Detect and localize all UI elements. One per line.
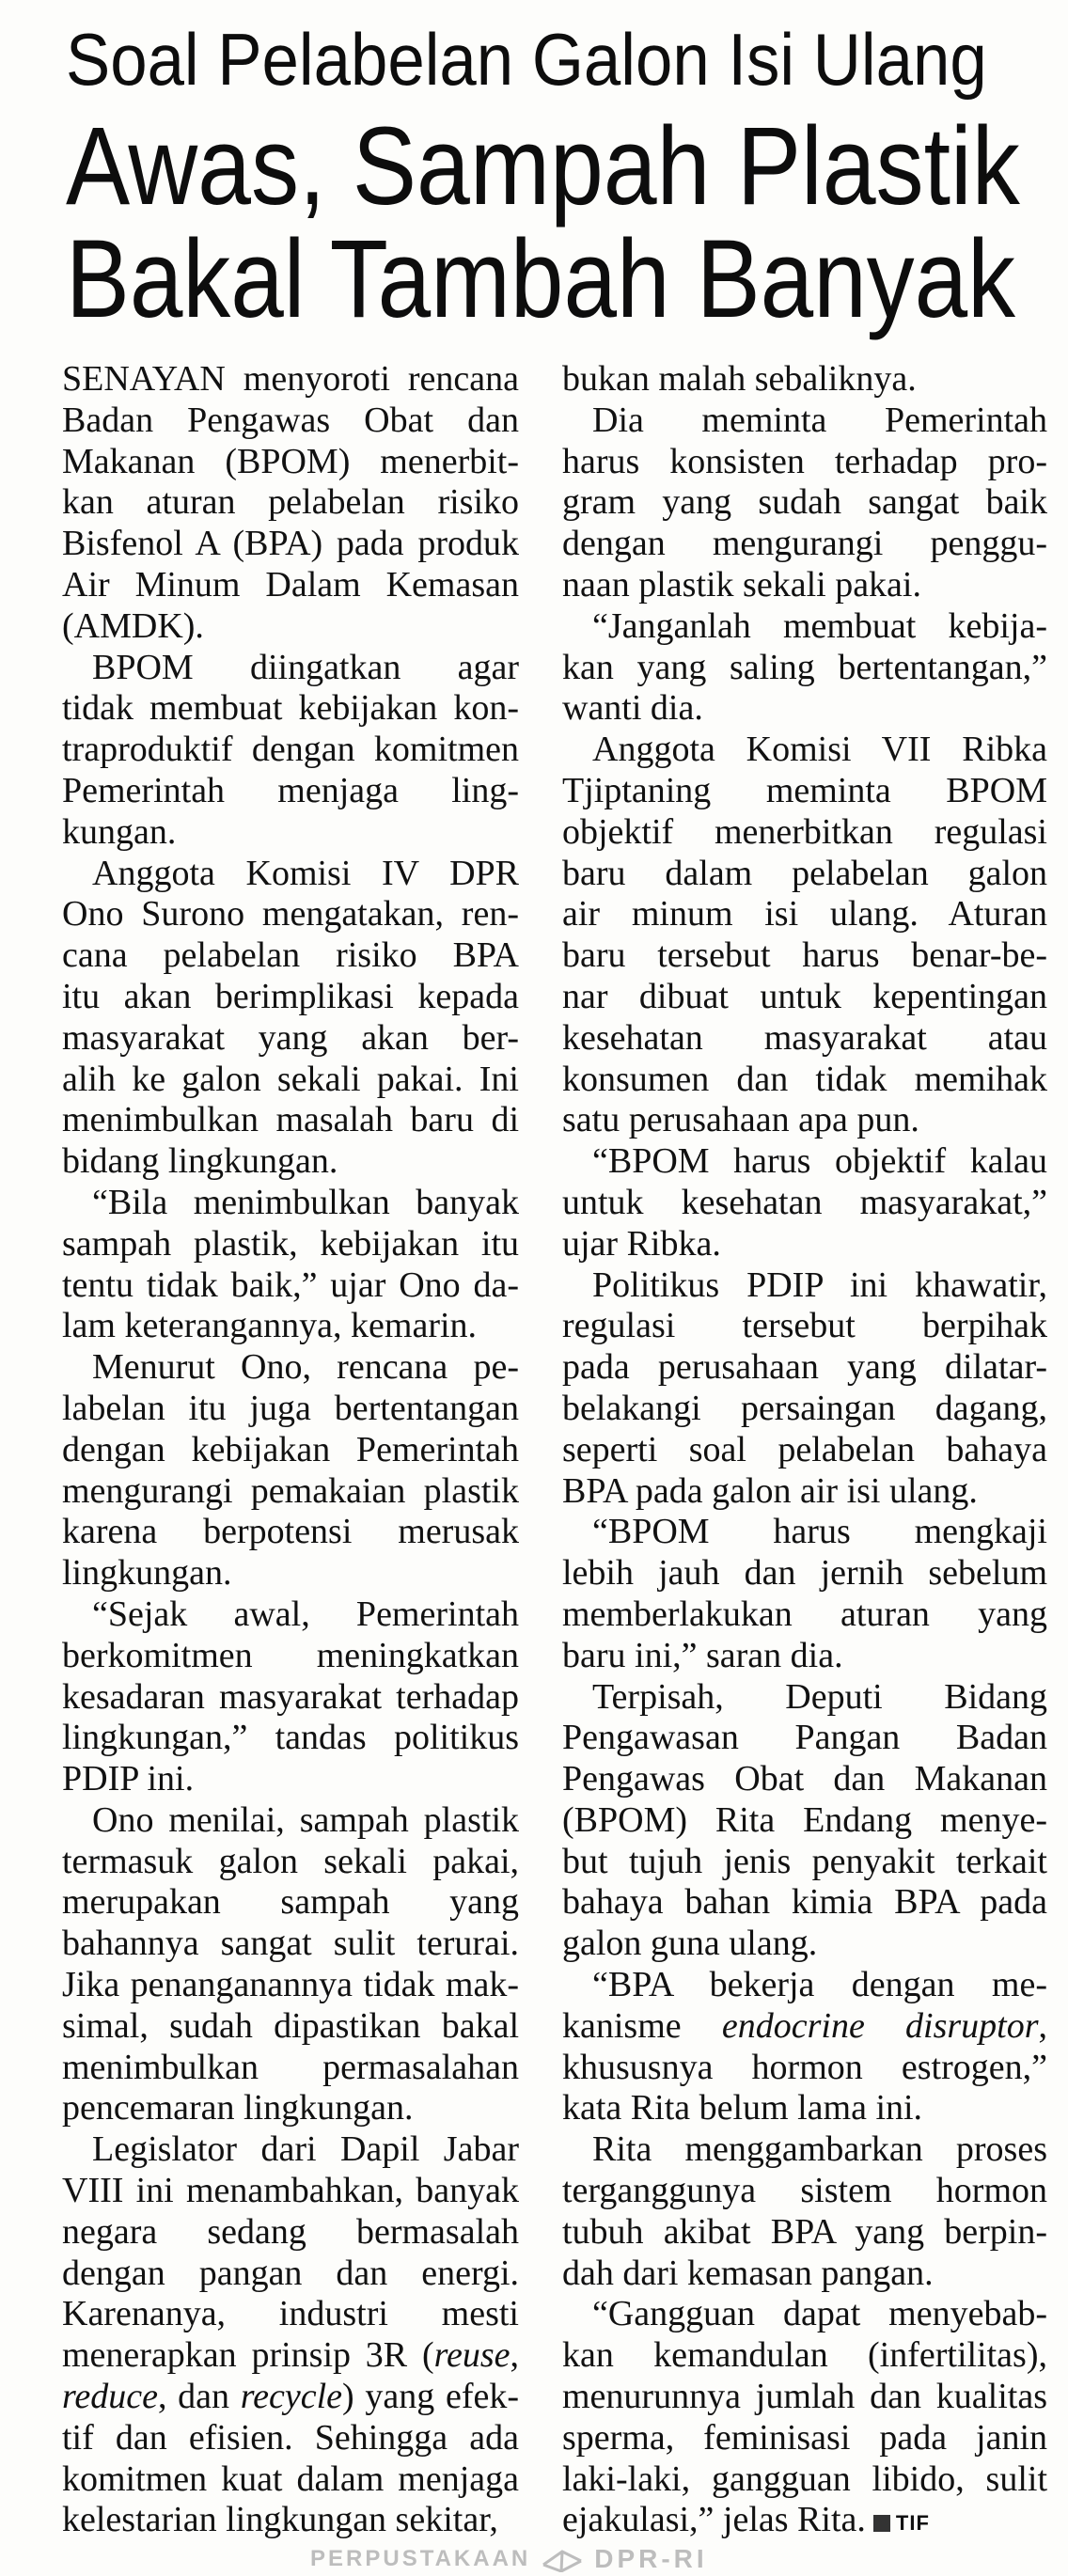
article-line: untuk kesehatan masyarakat,” (562, 1182, 1047, 1222)
article-line: sampah plastik, kebijakan itu (62, 1223, 519, 1264)
article-line: Menurut Ono, rencana pe- (92, 1347, 519, 1388)
article-line: dengan kebijakan Pemerintah (62, 1429, 519, 1469)
article-line: “BPOM harus objektif kalau (592, 1141, 1047, 1182)
article-line: Legislator dari Dapil Jabar (92, 2129, 519, 2170)
article-line: lingkungan,” tandas politikus (62, 1718, 519, 1758)
article-line: Pengawasan Pangan Badan (562, 1718, 1047, 1758)
article-line: kesehatan masyarakat atau (562, 1017, 1047, 1058)
article-line: dah dari kemasan pangan. (562, 2253, 934, 2293)
article-line: harus konsisten terhadap pro- (562, 441, 1047, 481)
article-line: Makanan (BPOM) menerbit- (62, 441, 519, 481)
article-line: Terpisah, Deputi Bidang (592, 1676, 1047, 1717)
article-line: BPOM diingatkan agar (92, 647, 519, 687)
article-line: kungan. (62, 811, 177, 852)
article-line: Ono menilai, sampah plastik (92, 1799, 519, 1840)
article-line: Ono Surono mengatakan, ren- (62, 894, 519, 935)
article-line: tubuh akibat BPA yang berpin- (562, 2211, 1047, 2252)
article-line: kanisme endocrine disruptor, (562, 2005, 1047, 2046)
article-line: khususnya hormon estrogen,” (562, 2047, 1047, 2087)
article-line: “Sejak awal, Pemerintah (92, 1594, 519, 1634)
article-line: PDIP ini. (62, 1759, 195, 1799)
article-line: reduce, dan recycle) yang efek- (62, 2377, 519, 2417)
article-line: baru dalam pelabelan galon (562, 853, 1047, 893)
article-headline-line-1: Awas, Sampah Plastik (66, 104, 1020, 228)
article-line: kelestarian lingkungan sekitar, (62, 2500, 498, 2540)
article-line: dengan mengurangi penggu- (562, 524, 1047, 564)
article-line: Dia meminta Pemerintah (592, 400, 1047, 440)
article-line: konsumen dan tidak memihak (562, 1059, 1047, 1099)
article-line: galon guna ulang. (562, 1924, 818, 1964)
article-line: laki-laki, gangguan libido, sulit (562, 2458, 1047, 2499)
article-line: pada perusahaan yang dilatar- (562, 1347, 1047, 1388)
article-line: karena berpotensi merusak (62, 1512, 519, 1552)
article-line: tidak membuat kebijakan kon- (62, 688, 519, 729)
article-line: naan plastik sekali pakai. (562, 564, 921, 605)
article-line: lam keterangannya, kemarin. (62, 1306, 478, 1346)
article-line: Anggota Komisi IV DPR (92, 853, 519, 893)
article-line: Jika penanganannya tidak mak- (62, 1965, 519, 2005)
article-line: termasuk galon sekali pakai, (62, 1841, 519, 1881)
article-line: bidang lingkungan. (62, 1141, 338, 1182)
article-line: menimbulkan masalah baru di (62, 1100, 519, 1140)
article-line: menurunnya jumlah dan kualitas (562, 2377, 1047, 2417)
article-line: bukan malah sebaliknya. (562, 359, 917, 399)
article-line: BPA pada galon air isi ulang. (562, 1470, 978, 1511)
article-line: komitmen kuat dalam menjaga (62, 2458, 519, 2499)
article-line: bahannya sangat sulit terurai. (62, 1924, 519, 1964)
article-line: bahaya bahan kimia BPA pada (562, 1882, 1047, 1923)
article-line: tentu tidak baik,” ujar Ono da- (62, 1264, 519, 1305)
article-line: Karenanya, industri mesti (62, 2294, 519, 2334)
watermark-main-text: DPR-RI (594, 2544, 708, 2573)
article-line: baru tersebut harus benar-be- (562, 935, 1047, 976)
article-line: masyarakat yang akan ber- (62, 1017, 519, 1058)
article-line: but tujuh jenis penyakit terkait (562, 1841, 1047, 1881)
article-line: wanti dia. (562, 688, 703, 729)
article-line: Rita menggambarkan proses (592, 2129, 1047, 2170)
article-line: ujar Ribka. (562, 1223, 721, 1264)
article-line: gram yang sudah sangat baik (562, 482, 1047, 523)
article-line: labelan itu juga bertentangan (62, 1388, 519, 1428)
article-line: kan yang saling bertentangan,” (562, 647, 1047, 687)
article-column-left (62, 359, 519, 2541)
article-line: Air Minum Dalam Kemasan (62, 564, 519, 605)
article-line: Bisfenol A (BPA) pada produk (62, 524, 519, 564)
watermark-book-icon (542, 2546, 583, 2572)
article-line: kan kemandulan (infertilitas), (562, 2335, 1047, 2376)
article-line: mengurangi pemakaian plastik (62, 1470, 519, 1511)
article-line: belakangi persaingan dagang, (562, 1388, 1047, 1428)
article-line: Anggota Komisi VII Ribka (592, 730, 1047, 770)
article-line: regulasi tersebut berpihak (562, 1306, 1047, 1346)
article-line: “BPA bekerja dengan me- (592, 1965, 1047, 2005)
article-line: “Janganlah membuat kebija- (592, 605, 1047, 646)
author-signoff: TIF (873, 2503, 930, 2544)
article-line: traproduktif dengan komitmen (62, 730, 519, 770)
article-line: tif dan efisien. Sehingga ada (62, 2417, 519, 2458)
watermark-arc-text: PERPUSTAKAAN (310, 2546, 531, 2571)
article-line: cana pelabelan risiko BPA (62, 935, 519, 976)
article-kicker: Soal Pelabelan Galon Isi Ulang (66, 18, 987, 101)
article-line: menimbulkan permasalahan (62, 2047, 519, 2087)
article-line: simal, sudah dipastikan bakal (62, 2005, 519, 2046)
article-line: kata Rita belum lama ini. (562, 2088, 923, 2128)
article-headline-line-2: Bakal Tambah Banyak (66, 217, 1015, 341)
article-line: memberlakukan aturan yang (562, 1594, 1047, 1634)
article-line: merupakan sampah yang (62, 1882, 519, 1923)
article-line: “BPOM harus mengkaji (592, 1512, 1047, 1552)
article-line: Pemerintah menjaga ling- (62, 770, 519, 810)
article-line: Badan Pengawas Obat dan (62, 400, 519, 440)
end-mark-icon (873, 2515, 890, 2532)
article-line: ejakulasi,” jelas Rita. TIF (562, 2500, 1047, 2541)
article-line: terganggunya sistem hormon (562, 2171, 1047, 2211)
article-line: negara sedang bermasalah (62, 2211, 519, 2252)
article-line: kan aturan pelabelan risiko (62, 482, 519, 523)
article-line: objektif menerbitkan regulasi (562, 811, 1047, 852)
article-line: “Bila menimbulkan banyak (92, 1182, 519, 1222)
article-line: (AMDK). (62, 605, 204, 646)
article-line: pencemaran lingkungan. (62, 2088, 414, 2128)
article-line: nar dibuat untuk kepentingan (562, 976, 1047, 1016)
article-column-right (562, 359, 1047, 2541)
article-line: satu perusahaan apa pun. (562, 1100, 919, 1140)
article-line: Politikus PDIP ini khawatir, (592, 1264, 1047, 1305)
article-line: baru ini,” saran dia. (562, 1635, 843, 1675)
article-line: alih ke galon sekali pakai. Ini (62, 1059, 519, 1099)
article-line: VIII ini menambahkan, banyak (62, 2171, 519, 2211)
article-line: air minum isi ulang. Aturan (562, 894, 1047, 935)
article-line: menerapkan prinsip 3R (reuse, (62, 2335, 519, 2376)
article-line: lebih jauh dan jernih sebelum (562, 1553, 1047, 1594)
article-line: dengan pangan dan energi. (62, 2253, 519, 2293)
article-line: Tjiptaning meminta BPOM (562, 770, 1047, 810)
library-watermark-logo (310, 2543, 708, 2575)
article-line: lingkungan. (62, 1553, 232, 1594)
article-line: SENAYAN menyoroti rencana (62, 359, 519, 399)
article-line: berkomitmen meningkatkan (62, 1635, 519, 1675)
article-line: kesadaran masyarakat terhadap (62, 1676, 519, 1717)
article-line: Pengawas Obat dan Makanan (562, 1759, 1047, 1799)
article-line: seperti soal pelabelan bahaya (562, 1429, 1047, 1469)
article-line: (BPOM) Rita Endang menye- (562, 1799, 1047, 1840)
article-line: itu akan berimplikasi kepada (62, 976, 519, 1016)
article-line: sperma, feminisasi pada janin (562, 2417, 1047, 2458)
article-line: “Gangguan dapat menyebab- (592, 2294, 1047, 2334)
